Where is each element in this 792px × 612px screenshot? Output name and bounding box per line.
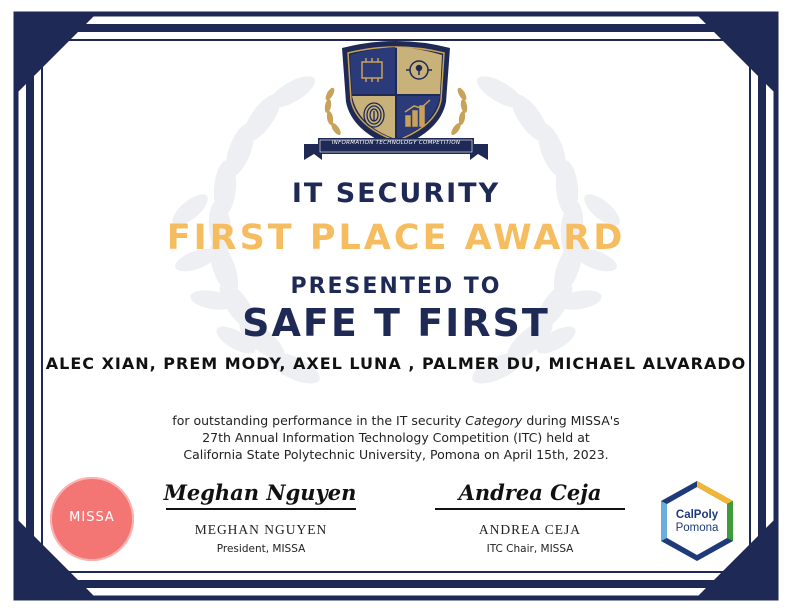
fingerprint-icon xyxy=(364,103,384,127)
signatory-name-right: ANDREA CEJA xyxy=(478,522,582,537)
calpoly-logo-text: CalPoly xyxy=(675,509,719,521)
description-line-3: California State Polytechnic University, Pomona on April 15th, 2023. xyxy=(183,447,609,462)
pomona-logo-text: Pomona xyxy=(675,522,719,534)
presented-to-label: PRESENTED TO xyxy=(290,274,502,299)
signatory-title-right: ITC Chair, MISSA xyxy=(486,543,574,555)
emblem-ribbon-text: INFORMATION TECHNOLOGY COMPETITION xyxy=(331,140,461,146)
description-line-2: 27th Annual Information Technology Competition (ITC) held at xyxy=(202,430,590,445)
signatory-name-left: MEGHAN NGUYEN xyxy=(194,522,328,537)
signatory-title-left: President, MISSA xyxy=(216,543,306,555)
calpoly-pomona-logo xyxy=(655,479,739,563)
team-name: SAFE T FIRST xyxy=(242,301,550,345)
signature-line-right xyxy=(435,508,625,510)
missa-logo-text: MISSA xyxy=(69,510,115,525)
signature-line-left xyxy=(166,508,356,510)
award-title: FIRST PLACE AWARD xyxy=(166,218,626,258)
award-description xyxy=(0,412,792,463)
signature-andrea-ceja: Andrea Ceja xyxy=(458,480,602,505)
signature-meghan-nguyen: Meghan Nguyen xyxy=(163,480,357,505)
award-category-title: IT SECURITY xyxy=(291,178,501,209)
description-line-1: for outstanding performance in the IT security Category during MISSA's xyxy=(172,413,620,428)
team-members: ALEC XIAN, PREM MODY, AXEL LUNA , PALMER DU, MICHAEL ALVARADO xyxy=(45,354,747,373)
